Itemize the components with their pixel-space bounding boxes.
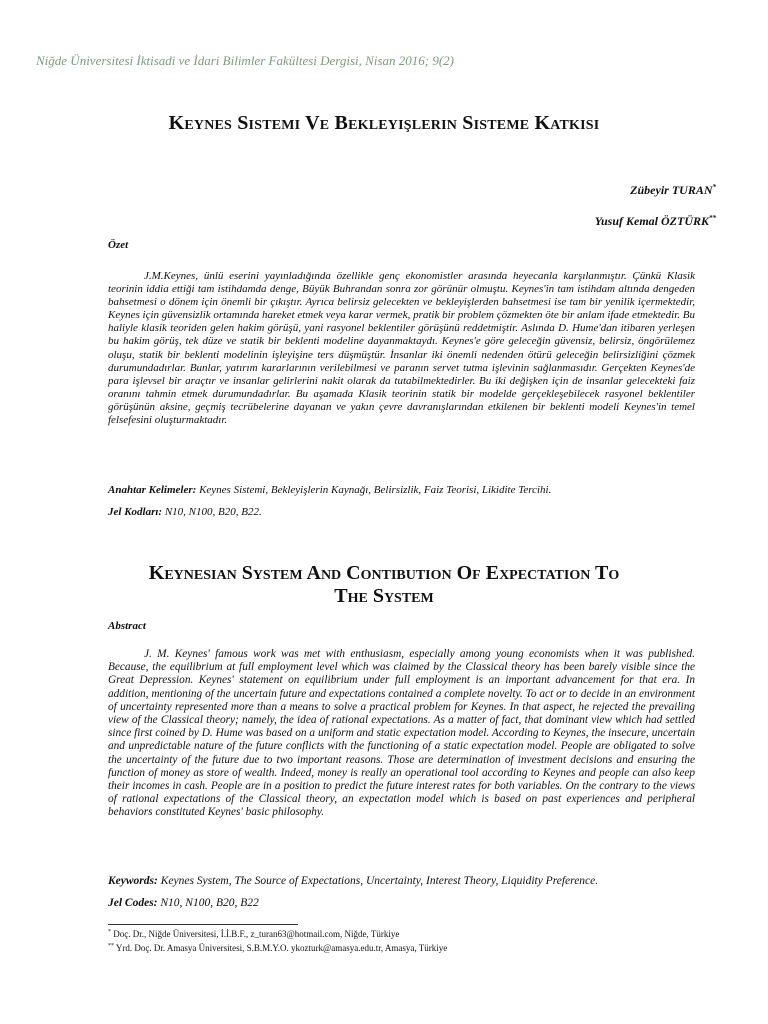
abstract-text: J. M. Keynes' famous work was met with enthusiasm, especially among young economists when it was published. Because, the equilibrium at full employment level which was claimed by the Classical theory has been barely visible since the Great Depression. Keynes' statement on equilibrium under full employment is an important advancement for that era. In addition, mentioning of the uncertain future and expectations contained a complete novelty. To act or to decide in an environment of uncertainty represented more than a means to solve a practical problem for Keynes. In that aspect, he rejected the prevailing view of the Classical theory; namely, the idea of rational expectations. As a matter of fact, that dominant view which had settled since first coined by D. Hume was based on a uniform and static expectation model. According to Keynes, the insecure, uncertain and unpredictable nature of the future conflicts with the functioning of a static expectation model. People are obligated to solve the uncertainty of the future due to two important reasons. Those are determination of investment decisions and ensuring the function of money as store of wealth. Indeed, money is really an operational tool according to Keynes and people can also keep their incomes in cash. People are in a position to predict the future interest rates for both variables. On the contrary to the views of rational expectations of the Classical theory, an expectation model which is based on past experiences and peripheral behaviors constituted Keynes' basic philosophy. (108, 648, 695, 819)
author-1-mark: * (712, 183, 716, 191)
ozet-text: J.M.Keynes, ünlü eserini yayınladığında özellikle genç ekonomistler arasında heyecanla karşılanmıştır. Çünkü Klasik teorinin iddia ettiği tam istihdamda denge, Büyük Buhrandan sonra zor görünür olmuştu. Keynes'in tam istihdam altında dengeden bahsetmesi o dönem için önemli bir çıkıştır. Ayrıca belirsiz gelecekten ve bekleyişlerden bahsetmesi ise tam bir yenilik içermektedir, Keynes için güvensizlik ortamında hareket etmek veya karar vermek, pratik bir problem çözmekten öte bir anlam ifade etmektedir. Bu haliyle klasik teoriden gelen hakim görüşü, yani rasyonel beklentiler görüşünü reddetmiştir. Aslında D. Hume'dan itibaren yerleşen bu hakim görüş, tek düze ve statik bir beklenti modeline dayanmaktaydı. Keynes'e göre geleceğin güvensiz, belirsiz, öngörülemez oluşu, statik bir beklenti modelinin işleyişine ters düşmüştür. İnsanlar iki önemli nedenden ötürü geleceğin belirsizliğini çözmek durumundadırlar. Bunlar, yatırım kararlarının verilebilmesi ve paranın servet tutma işlevinin sağlanmasıdır. Gerçekten Keynes'de para işlevsel bir araçtır ve insanlar gelirlerini nakit olarak da tutabilmektedirler. Bu iki değişken için de insanlar gelecekteki faiz oranını tahmin etmek durumundadırlar. Bu aşamada Klasik teorinin statik bir modelde gerçekleşebilecek rasyonel beklentiler görüşünün aksine, geçmiş tecrübelerine dayanan ve yakın çevre davranışlarından etkilenen bir beklenti modeli Keynes'in temel felsefesini oluşturmaktadır. (108, 270, 695, 427)
turkish-title: Keynes Sistemi Ve Bekleyişlerin Sisteme Katkısı (168, 112, 600, 134)
abstract-label: Abstract (108, 620, 146, 632)
turkish-keywords (108, 484, 551, 496)
english-jel-text: N10, N100, B20, B22 (160, 897, 259, 909)
footnote-divider (108, 924, 298, 925)
turkish-keywords-label: Anahtar Kelimeler: (108, 484, 197, 496)
english-jel-label: Jel Codes: (108, 897, 158, 909)
footnote-1-mark: * (108, 929, 111, 935)
turkish-keywords-text: Keynes Sistemi, Bekleyişlerin Kaynağı, Belirsizlik, Faiz Teorisi, Likidite Tercihi. (199, 484, 552, 496)
footnote-2-mark: ** (108, 943, 114, 949)
ozet-label: Özet (108, 239, 129, 251)
ozet-paragraph (108, 270, 695, 427)
english-jel-codes (108, 897, 259, 909)
author-2 (595, 214, 716, 229)
footnote-1 (108, 929, 399, 939)
english-keywords-text: Keynes System, The Source of Expectations, Uncertainty, Interest Theory, Liquidity Preference. (160, 875, 599, 887)
turkish-jel-codes (108, 506, 262, 518)
journal-header: Niğde Üniversitesi İktisadi ve İdari Bilimler Fakültesi Dergisi, Nisan 2016; 9(2) (36, 53, 454, 68)
turkish-jel-text: N10, N100, B20, B22. (164, 506, 262, 518)
footnote-2 (108, 943, 447, 953)
english-title-line-2: The System (334, 585, 434, 607)
abstract-paragraph (108, 648, 695, 820)
author-2-name: Yusuf Kemal ÖZTÜRK (594, 214, 709, 228)
footnote-2-text: Yrd. Doç. Dr. Amasya Üniversitesi, S.B.M.Y.O. ykozturk@amasya.edu.tr, Amasya, Türkiye (115, 943, 448, 953)
author-2-mark: ** (709, 214, 716, 222)
english-keywords (108, 875, 598, 887)
turkish-jel-label: Jel Kodları: (108, 506, 163, 518)
english-keywords-label: Keywords: (108, 875, 158, 887)
english-title-line-1: Keynesian System And Contibution Of Expectation To (148, 562, 620, 584)
footnote-1-text: Doç. Dr., Niğde Üniversitesi, İ.İ.B.F., z_turan63@hotmail.com, Niğde, Türkiye (113, 929, 400, 939)
author-1-name: Zübeyir TURAN (630, 183, 713, 197)
author-1 (630, 183, 716, 198)
